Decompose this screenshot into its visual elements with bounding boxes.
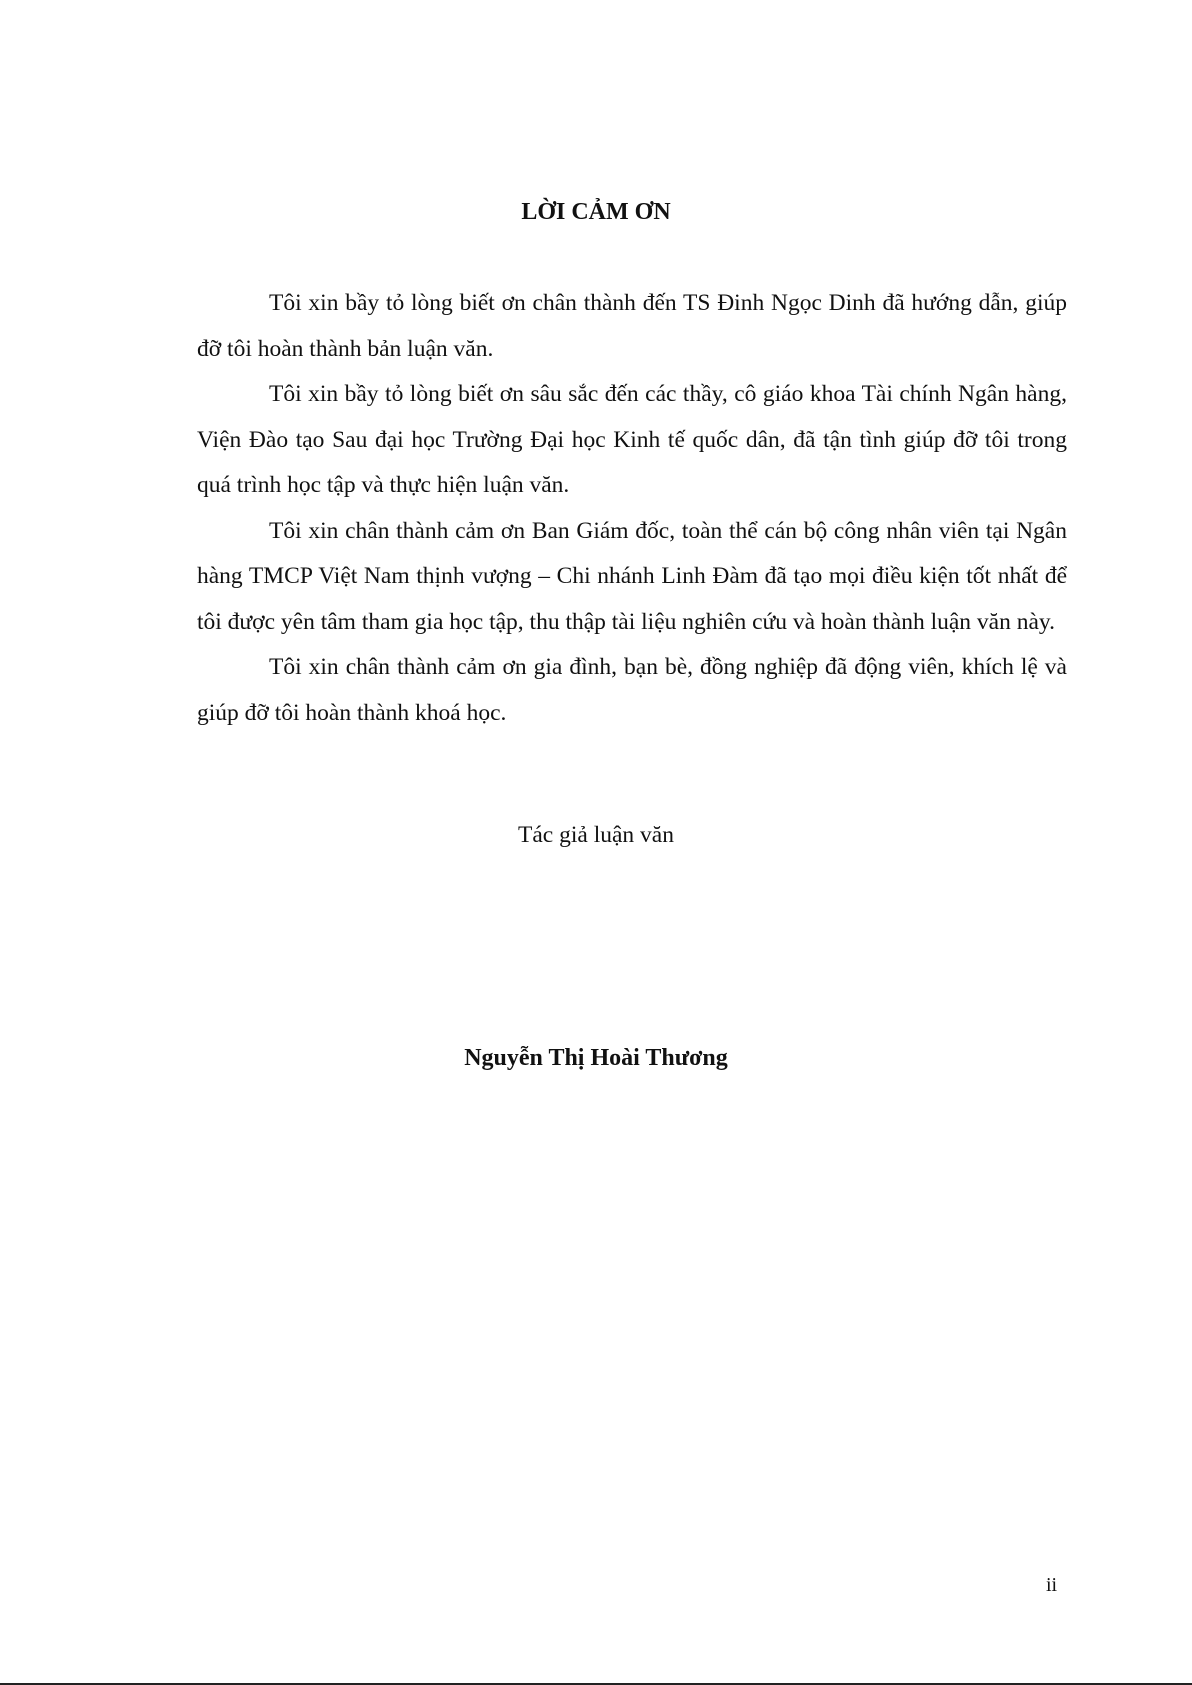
acknowledgement-body <box>197 281 1067 736</box>
paragraph-3: Tôi xin chân thành cảm ơn Ban Giám đốc, toàn thể cán bộ công nhân viên tại Ngân hàng TMCP Việt Nam thịnh vượng – Chi nhánh Linh Đàm đã tạo mọi điều kiện tốt nhất để tôi được yên tâm tham gia học tập, thu thập tài liệu nghiên cứu và hoàn thành luận văn này. <box>197 517 1067 635</box>
page-title: LỜI CẢM ƠN <box>521 199 671 225</box>
paragraph-1: Tôi xin bầy tỏ lòng biết ơn chân thành đến TS Đinh Ngọc Dinh đã hướng dẫn, giúp đỡ tôi hoàn thành bản luận văn. <box>197 290 1067 362</box>
page-number: ii <box>1046 1574 1058 1596</box>
paragraph-4: Tôi xin chân thành cảm ơn gia đình, bạn bè, đồng nghiệp đã động viên, khích lệ và giúp đỡ tôi hoàn thành khoá học. <box>197 654 1067 726</box>
author-label: Tác giả luận văn <box>518 822 674 848</box>
paragraph-2: Tôi xin bầy tỏ lòng biết ơn sâu sắc đến các thầy, cô giáo khoa Tài chính Ngân hàng, Viện Đào tạo Sau đại học Trường Đại học Kinh tế quốc dân, đã tận tình giúp đỡ tôi trong quá trình học tập và thực hiện luận văn. <box>197 381 1067 498</box>
author-name: Nguyễn Thị Hoài Thương <box>464 1045 728 1071</box>
